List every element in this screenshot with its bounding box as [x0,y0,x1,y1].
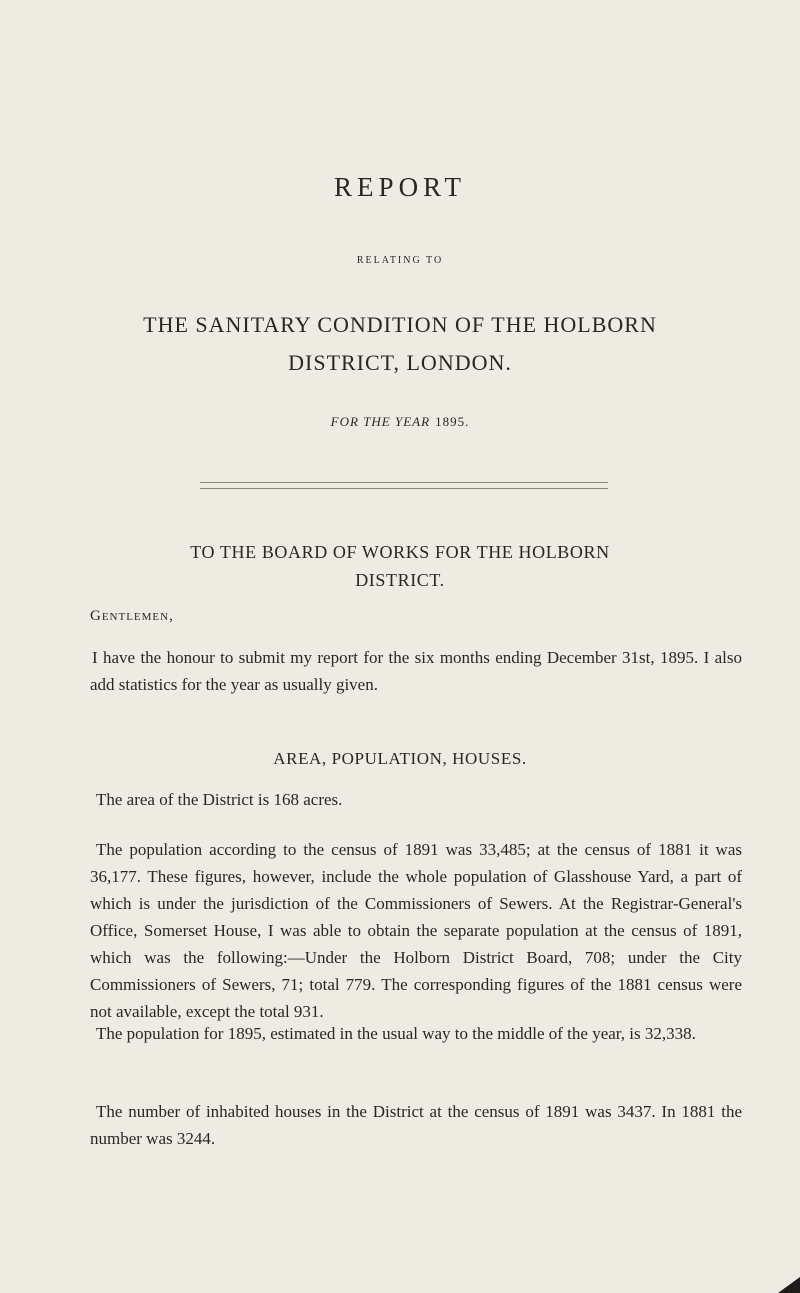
section-heading: AREA, POPULATION, HOUSES. [273,749,527,768]
area-paragraph: The area of the District is 168 acres. [96,790,343,809]
salutation: Gentlemen, [90,608,174,624]
addressee-heading [0,538,800,594]
heading-line-1: THE SANITARY CONDITION OF THE HOLBORN [143,312,657,337]
relating-to-label: RELATING TO [356,255,444,266]
double-rule-divider [200,482,608,489]
report-title: REPORT [334,172,466,202]
report-year-line [0,414,800,430]
population-census-paragraph: The population according to the census of 1891 was 33,485; at the census of 1881 it was 36,177. These figures, however, include the whole population of Glasshouse Yard, a part of which is under the jurisdiction of the Commissioners of Sewers. At the Registrar-General's Office, Somerset House, I was able to obtain the separate population at the census of 1891, which was the following:—Under the Holborn District Board, 708; under the City Commissioners of Sewers, 71; total 779. The corresponding figures of the 1881 census were not available, except the total 931. [90,840,742,1021]
addressee-line-1: TO THE BOARD OF WORKS FOR THE HOLBORN [190,542,610,562]
intro-paragraph: I have the honour to submit my report for the six months ending December 31st, 1895. I also add statistics for the year as usually given. [90,648,742,694]
heading-line-2: DISTRICT, LONDON. [288,350,512,375]
report-heading [0,306,800,382]
population-estimate-paragraph: The population for 1895, estimated in the usual way to the middle of the year, is 32,338. [96,1024,696,1043]
addressee-line-2: DISTRICT. [355,570,445,590]
report-year: 1895. [435,414,470,429]
year-label: FOR THE YEAR [330,414,431,429]
page-corner-mark [778,1277,800,1293]
inhabited-houses-paragraph: The number of inhabited houses in the District at the census of 1891 was 3437. In 1881 the number was 3244. [90,1102,742,1148]
